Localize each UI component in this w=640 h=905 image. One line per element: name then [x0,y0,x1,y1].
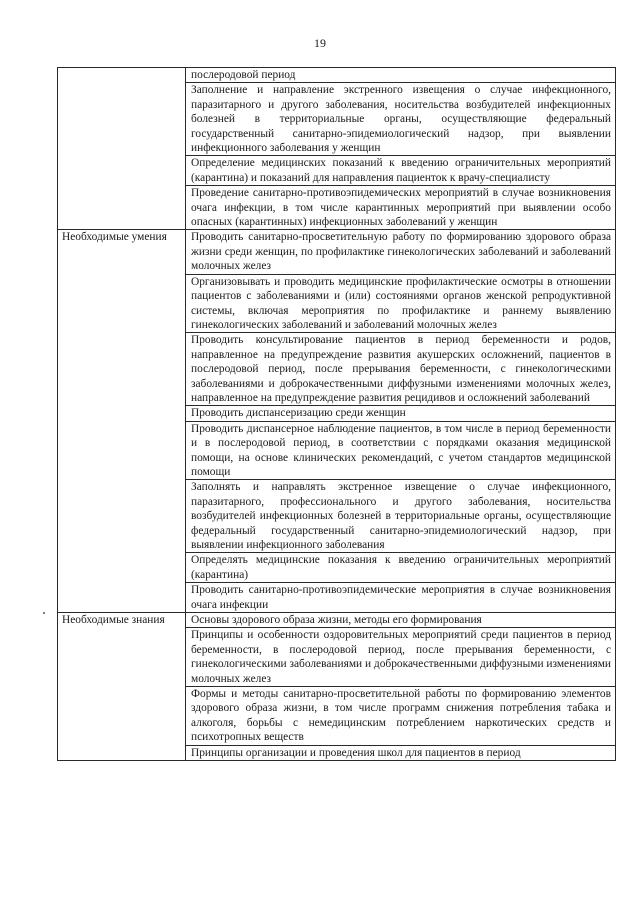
category-cell [58,553,186,583]
category-cell [58,186,186,230]
category-cell [58,83,186,156]
description-cell: послеродовой период [186,68,616,83]
table-row [58,421,616,480]
description-cell: Проводить диспансерное наблюдение пациентов, в том числе в период беременности и в послеродовой период, в соответствии с порядками оказания медицинской помощи, на основе клинических рекомендаций, с учетом стандартов медицинской помощи [186,421,616,480]
category-cell [58,333,186,406]
category-cell [58,583,186,613]
table-row [58,628,616,687]
category-cell [58,406,186,421]
table-row [58,230,616,274]
description-cell: Заполнение и направление экстренного извещения о случае инфекционного, паразитарного и другого заболевания, носительства возбудителей инфекционных болезней в территориальные органы, осуществляющие федеральный государственный санитарно-эпидемиологический надзор, при выявлении инфекционного заболевания у женщин [186,83,616,156]
category-cell-skills: Необходимые умения [58,230,186,274]
category-cell [58,628,186,687]
description-cell: Принципы организации и проведения школ для пациентов в период [186,745,616,760]
table-row [58,613,616,628]
table-row [58,480,616,553]
description-cell: Формы и методы санитарно-просветительной работы по формированию элементов здорового образа жизни, в том числе программ снижения потребления табака и алкоголя, борьбы с немедицинским потреблением наркотических средств и психотропных веществ [186,687,616,746]
table-row [58,406,616,421]
margin-dot [43,612,45,614]
table-row [58,83,616,156]
description-cell: Организовывать и проводить медицинские профилактические осмотры в отношении пациентов с заболеваниями и (или) состояниями органов женской репродуктивной системы, включая мероприятия по профилактике и раннему выявлению гинекологических заболеваний и заболеваний молочных желез [186,274,616,333]
category-cell [58,687,186,746]
category-cell [58,68,186,83]
category-cell [58,745,186,760]
description-cell: Проведение санитарно-противоэпидемических мероприятий в случае возникновения очага инфекции, в том числе карантинных мероприятий при выявлении особо опасных (карантинных) инфекционных заболеваний у женщин [186,186,616,230]
description-cell: Заполнять и направлять экстренное извещение о случае инфекционного, паразитарного, профессионального и другого заболевания, носительства возбудителей инфекционных болезней в территориальные органы, осуществляющие федеральный государственный санитарно-эпидемиологический надзор, при выявлении инфекционного заболевания [186,480,616,553]
description-cell: Определение медицинских показаний к введению ограничительных мероприятий (карантина) и показаний для направления пациенток к врачу-специалисту [186,156,616,186]
table-row [58,274,616,333]
description-cell: Определять медицинские показания к введению ограничительных мероприятий (карантина) [186,553,616,583]
table-row [58,687,616,746]
table-row [58,186,616,230]
category-cell [58,274,186,333]
description-cell: Проводить санитарно-противоэпидемические мероприятия в случае возникновения очага инфекции [186,583,616,613]
description-cell: Принципы и особенности оздоровительных мероприятий среди пациентов в период беременности, в послеродовой период, после прерывания беременности, с гинекологическими заболеваниями и доброкачественными диффузными изменениями молочных желез [186,628,616,687]
table-row [58,68,616,83]
description-cell: Проводить диспансеризацию среди женщин [186,406,616,421]
table-row [58,156,616,186]
category-cell [58,421,186,480]
category-cell [58,480,186,553]
requirements-table [57,67,616,761]
table-row [58,553,616,583]
description-cell: Проводить санитарно-просветительную работу по формированию здорового образа жизни среди женщин, по профилактике гинекологических заболеваний и заболеваний молочных желез [186,230,616,274]
description-cell: Проводить консультирование пациентов в период беременности и родов, направленное на предупреждение развития акушерских осложнений, пациентов в послеродовой период, после прерывания беременности, с гинекологическими заболеваниями и доброкачественными диффузными изменениями молочных желез, направленное на предупреждение развития рецидивов и осложнений заболеваний [186,333,616,406]
category-cell-knowledge: Необходимые знания [58,613,186,628]
description-cell: Основы здорового образа жизни, методы его формирования [186,613,616,628]
page-number: 19 [314,36,326,50]
category-cell [58,156,186,186]
table-row [58,745,616,760]
table-row [58,583,616,613]
table-row [58,333,616,406]
